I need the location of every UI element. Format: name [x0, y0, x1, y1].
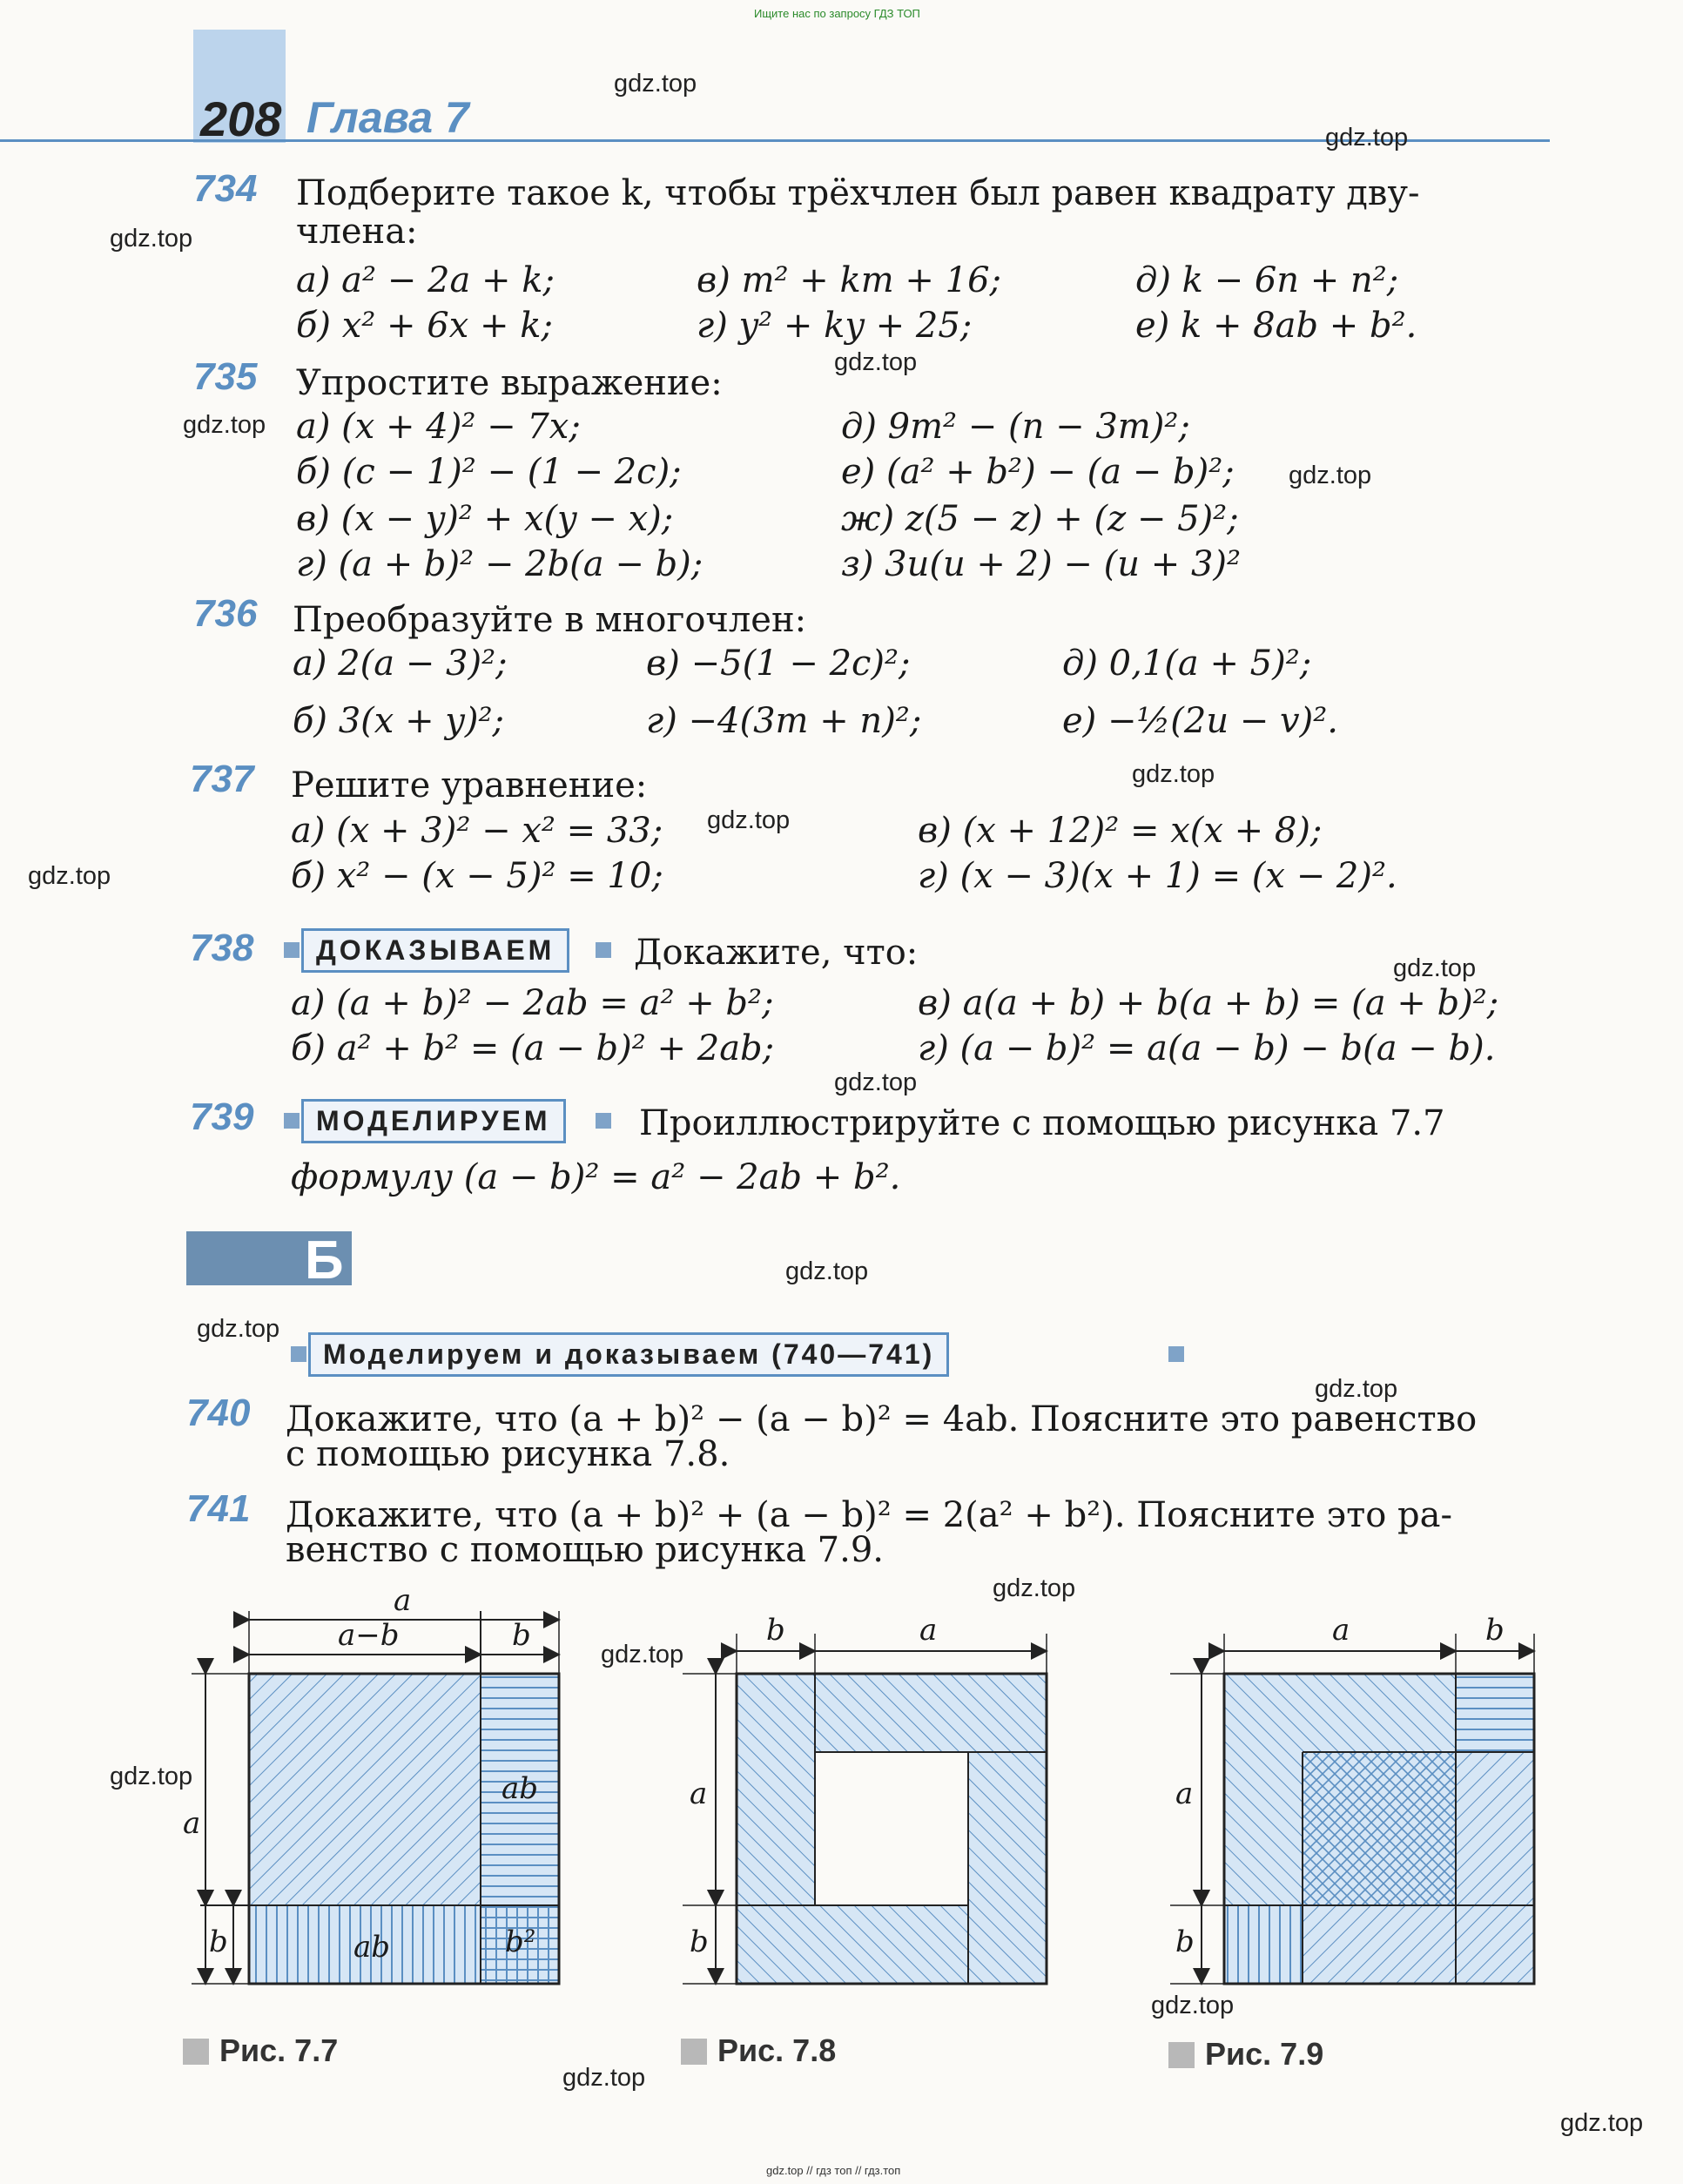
section-letter: Б — [305, 1230, 344, 1291]
dim-label: b — [1485, 1613, 1505, 1648]
watermark: gdz.top — [601, 1641, 684, 1668]
list-item: в) m² + km + 16; — [697, 260, 1001, 300]
region-a-minus-b-squared — [249, 1674, 481, 1905]
list-item: е) k + 8ab + b². — [1135, 306, 1417, 346]
inner-square — [815, 1752, 968, 1905]
problem-text: Докажите, что: — [634, 933, 919, 973]
caption-label: Рис. 7.7 — [219, 2032, 339, 2068]
problem-text: венство с помощью рисунка 7.9. — [286, 1530, 885, 1570]
badge-label: ДОКАЗЫВАЕМ — [316, 934, 555, 966]
problem-text: с помощью рисунка 7.8. — [286, 1434, 730, 1474]
caption-label: Рис. 7.8 — [717, 2032, 837, 2068]
region-ab-top — [815, 1674, 1047, 1752]
region-ab-right — [968, 1752, 1047, 1984]
watermark: gdz.top — [834, 1068, 918, 1096]
list-item: г) y² + ky + 25; — [697, 306, 973, 346]
dim-label: b — [766, 1613, 785, 1648]
list-item: д) 9m² − (n − 3m)²; — [841, 407, 1190, 447]
list-item: г) (a + b)² − 2b(a − b); — [296, 544, 703, 584]
watermark: gdz.top — [614, 70, 697, 98]
watermark: gdz.top — [197, 1315, 280, 1343]
list-item: а) 2(a − 3)²; — [293, 644, 508, 684]
list-item: в) −5(1 − 2c)²; — [646, 644, 911, 684]
problem-number: 737 — [190, 758, 254, 800]
watermark: gdz.top — [1315, 1375, 1398, 1403]
problem-number: 741 — [186, 1487, 251, 1530]
problem-number: 735 — [193, 355, 258, 398]
watermark: gdz.top — [110, 1763, 193, 1790]
problem-number: 738 — [190, 927, 254, 969]
region-ab-left — [737, 1674, 815, 1905]
list-item: е) (a² + b²) − (a − b)²; — [841, 452, 1235, 492]
watermark: gdz.top — [28, 862, 111, 890]
chapter-title: Глава 7 — [306, 93, 469, 142]
dim-label: a — [1175, 1776, 1194, 1811]
problem-number: 736 — [193, 592, 258, 635]
watermark: gdz.top — [183, 411, 266, 439]
problem-text: Проиллюстрируйте с помощью рисунка 7.7 — [639, 1103, 1445, 1143]
region-label: ab — [353, 1930, 391, 1965]
list-item: в) a(a + b) + b(a + b) = (a + b)²; — [918, 983, 1499, 1023]
top-note: Ищите нас по запросу ГДЗ ТОП — [754, 7, 920, 20]
list-item: б) x² − (x − 5)² = 10; — [291, 856, 663, 896]
problem-text: Решите уравнение: — [291, 765, 648, 806]
watermark: gdz.top — [562, 2064, 646, 2092]
list-item: г) −4(3m + n)²; — [646, 701, 922, 741]
list-item: в) (x − y)² + x(y − x); — [296, 499, 674, 539]
watermark: gdz.top — [1289, 462, 1372, 489]
list-item: а) (a + b)² − 2ab = a² + b²; — [291, 983, 774, 1023]
list-item: б) 3(x + y)²; — [293, 701, 505, 741]
dim-label: b — [690, 1924, 709, 1959]
list-item: а) a² − 2a + k; — [296, 260, 555, 300]
caption-square-icon — [681, 2039, 707, 2065]
list-item: б) x² + 6x + k; — [296, 306, 553, 346]
dim-label: b — [1175, 1924, 1195, 1959]
list-item: д) 0,1(a + 5)²; — [1062, 644, 1312, 684]
problem-number: 740 — [186, 1392, 251, 1434]
problem-number: 739 — [190, 1095, 254, 1138]
figure-7-8 — [683, 1634, 1047, 1984]
watermark: gdz.top — [785, 1257, 869, 1285]
watermark: gdz.top — [834, 348, 918, 376]
watermark: gdz.top — [110, 225, 193, 253]
figure-7-9 — [1170, 1634, 1534, 1984]
problem-text: члена: — [296, 212, 418, 252]
region-label: ab — [502, 1771, 539, 1806]
region-overlap — [1303, 1752, 1456, 1905]
dim-label: a−b — [338, 1618, 400, 1653]
problem-text: Подберите такое k, чтобы трёхчлен был равен квадрату дву- — [296, 173, 1420, 213]
watermark: gdz.top — [707, 806, 791, 834]
region-b-bottom — [1224, 1905, 1303, 1984]
list-item: б) a² + b² = (a − b)² + 2ab; — [291, 1028, 775, 1068]
dim-label: a — [1332, 1613, 1350, 1648]
list-item: г) (x − 3)(x + 1) = (x − 2)². — [918, 856, 1397, 896]
problem-text: Докажите, что (a + b)² − (a − b)² = 4ab. Поясните это равенство — [286, 1399, 1478, 1439]
region-ab-bottom — [737, 1905, 968, 1984]
problem-number: 734 — [193, 167, 258, 210]
list-item: з) 3u(u + 2) − (u + 3)² — [841, 544, 1242, 584]
watermark: gdz.top — [1151, 1992, 1235, 2019]
page-number: 208 — [200, 91, 282, 146]
caption-label: Рис. 7.9 — [1205, 2036, 1324, 2072]
figure-caption — [183, 2032, 338, 2069]
list-item: в) (x + 12)² = x(x + 8); — [918, 811, 1323, 851]
caption-square-icon — [1168, 2042, 1195, 2068]
list-item: г) (a − b)² = a(a − b) − b(a − b). — [918, 1028, 1496, 1068]
watermark: gdz.top — [993, 1574, 1076, 1602]
problem-text: Упростите выражение: — [296, 363, 723, 403]
watermark: gdz.top — [1560, 2109, 1644, 2137]
dim-label: a — [690, 1776, 708, 1811]
watermark: gdz.top — [1132, 760, 1215, 788]
list-item: д) k − 6n + n²; — [1135, 260, 1399, 300]
region-label: b² — [505, 1924, 536, 1959]
problem-text: Докажите, что (a + b)² + (a − b)² = 2(a² + b²). Поясните это ра- — [286, 1495, 1452, 1535]
list-item: е) −½(2u − v)². — [1062, 701, 1338, 741]
region-b-corner — [1456, 1674, 1534, 1752]
list-item: б) (c − 1)² − (1 − 2c); — [296, 452, 682, 492]
bottom-note: gdz.top // гдз топ // гдз.топ — [766, 2164, 901, 2177]
dim-label: a — [919, 1613, 938, 1648]
dim-label: a — [394, 1583, 412, 1618]
dim-label: b — [512, 1618, 531, 1653]
dim-label: b — [209, 1924, 228, 1959]
problem-text: Преобразуйте в многочлен: — [293, 600, 807, 640]
badge-label: МОДЕЛИРУЕМ — [316, 1105, 551, 1136]
list-item: ж) z(5 − z) + (z − 5)²; — [841, 499, 1239, 539]
figure-caption — [681, 2032, 836, 2069]
problem-text: формулу (a − b)² = a² − 2ab + b². — [291, 1157, 901, 1197]
caption-square-icon — [183, 2039, 209, 2065]
badge-label: Моделируем и доказываем (740—741) — [323, 1338, 935, 1370]
watermark: gdz.top — [1325, 124, 1409, 152]
dim-label: a — [183, 1806, 201, 1841]
figure-caption — [1168, 2036, 1323, 2073]
list-item: а) (x + 4)² − 7x; — [296, 407, 581, 447]
watermark: gdz.top — [1393, 954, 1477, 982]
list-item: а) (x + 3)² − x² = 33; — [291, 811, 663, 851]
